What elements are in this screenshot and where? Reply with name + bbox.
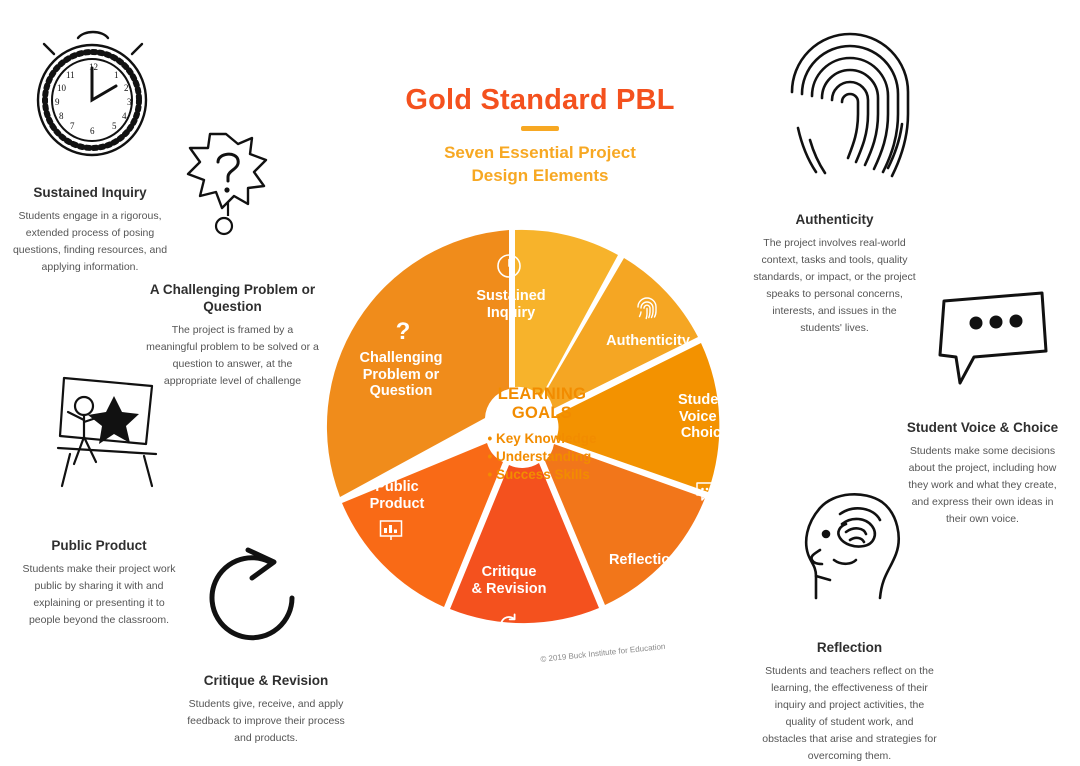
circular-arrow-doodle-icon xyxy=(200,540,315,655)
description-sustained-inquiry xyxy=(10,185,170,276)
description-body: Students make some decisions about the project, including how they work and what they create, and express their own ideas in their own voice. xyxy=(908,444,1057,525)
list-item: • Understanding xyxy=(487,448,596,466)
learning-goals-center xyxy=(462,385,622,485)
description-body: Students make their project work public by sharing it with and explaining or presenting it to people beyond the classroom. xyxy=(22,562,176,626)
svg-text:1: 1 xyxy=(114,70,119,80)
description-heading: A Challenging Problem or Question xyxy=(149,282,316,314)
description-reflection xyxy=(762,640,937,765)
description-heading: Authenticity xyxy=(795,212,874,227)
svg-text:3: 3 xyxy=(127,97,132,107)
description-body: Students give, receive, and apply feedback to improve their process and products. xyxy=(187,697,345,744)
description-heading: Sustained Inquiry xyxy=(33,185,147,200)
copyright-notice: © 2019 Buck Institute for Education xyxy=(540,641,666,664)
title-divider xyxy=(521,126,559,131)
svg-text:9: 9 xyxy=(55,97,60,107)
svg-text:12: 12 xyxy=(89,62,98,72)
easel-presenter-doodle-icon xyxy=(48,372,178,497)
question-mark-icon: ? xyxy=(395,318,411,345)
segment-label-critique-revision: Critique & Revision xyxy=(471,564,547,597)
segment-label-student-voice-choice: Student Voice & Choice xyxy=(678,392,732,442)
description-student-voice-choice xyxy=(900,420,1065,528)
list-item: • Success Skills xyxy=(487,466,596,484)
page-subtitle: Seven Essential Project Design Elements xyxy=(444,143,636,185)
head-thinking-doodle-icon xyxy=(790,490,910,610)
segment-label-public-product: Public Product xyxy=(369,479,425,512)
question-mark-doodle-icon xyxy=(178,130,278,245)
segment-label-sustained-inquiry: Sustained Inquiry xyxy=(476,288,546,321)
segment-label-reflection: Reflection xyxy=(608,552,680,568)
svg-text:2: 2 xyxy=(124,83,129,93)
learning-goals-list xyxy=(487,430,596,485)
svg-text:11: 11 xyxy=(66,70,75,80)
svg-text:5: 5 xyxy=(112,121,117,131)
description-authenticity xyxy=(752,212,917,337)
svg-text:10: 10 xyxy=(57,83,66,93)
page-title: Gold Standard PBL xyxy=(405,84,675,116)
description-heading: Critique & Revision xyxy=(203,673,329,688)
learning-goals-title: LEARNING GOALS xyxy=(497,385,587,422)
svg-text:8: 8 xyxy=(59,111,64,121)
description-body: Students engage in a rigorous, extended process of posing questions, finding resources, and applying information. xyxy=(12,209,168,273)
description-heading: Reflection xyxy=(816,640,883,655)
description-body: The project involves real-world context, tasks and tools, quality standards, or impact, or the project speaks to personal concerns, interests, and issues in the students' lives. xyxy=(753,236,916,334)
description-heading: Student Voice & Choice xyxy=(906,420,1059,435)
description-body: The project is framed by a meaningful problem to be solved or a question to answer, at the appropriate level of challenge xyxy=(146,323,319,387)
svg-text:4: 4 xyxy=(122,111,127,121)
clock-doodle-icon xyxy=(28,28,158,173)
description-critique-revision xyxy=(178,673,354,747)
description-heading: Public Product xyxy=(51,538,147,553)
list-item: • Key Knowledge xyxy=(487,430,596,448)
svg-text:6: 6 xyxy=(90,126,95,136)
segment-label-authenticity: Authenticity xyxy=(606,333,690,349)
description-body: Students and teachers reflect on the learning, the effectiveness of their inquiry and project activities, the quality of student work, and obstacles that arise and strategies for overcoming them. xyxy=(762,664,937,762)
description-public-product xyxy=(18,538,180,629)
fingerprint-doodle-icon xyxy=(780,20,920,190)
svg-text:7: 7 xyxy=(70,121,75,131)
speech-bubble-doodle-icon xyxy=(930,285,1055,400)
segment-label-challenging-problem: Challenging Problem or Question xyxy=(359,350,443,400)
